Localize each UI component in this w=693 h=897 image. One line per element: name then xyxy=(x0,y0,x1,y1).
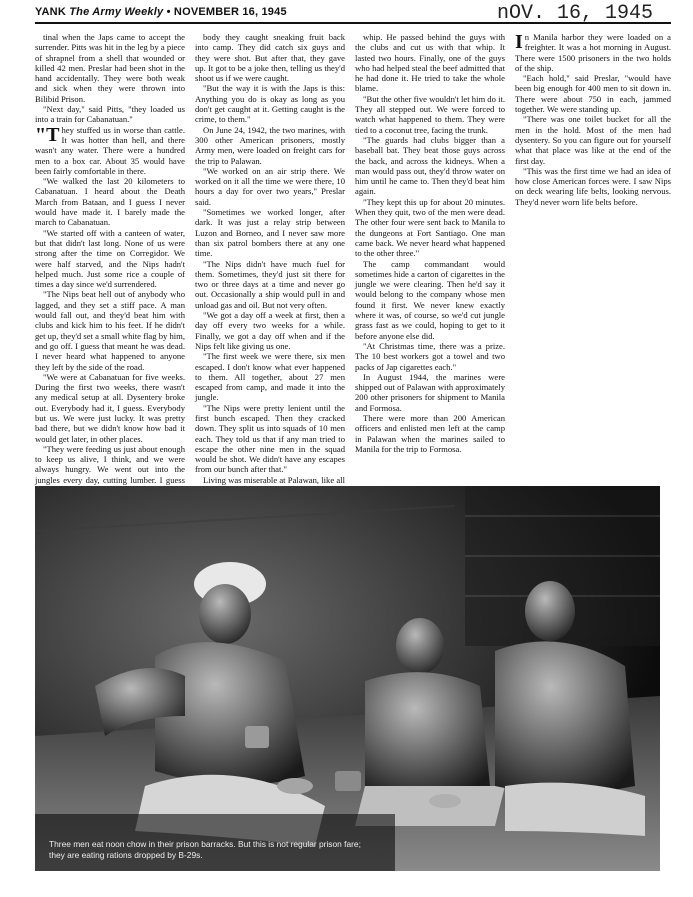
article-paragraph: There were more than 200 American officers and enlisted men left at the camp in Palawan when the marines sailed to Manila for the trip to Formosa. xyxy=(355,412,505,454)
article-paragraph: tinal when the Japs came to accept the surrender. Pitts was hit in the leg by a piece of shrapnel from a shell that wounded or killed 42 men. Preslar had been shot in the hand accidentally. They were both weak and sick when they were thrown into Bilibid Prison. xyxy=(35,32,185,104)
article-paragraph: "We started off with a canteen of water, but that didn't last long. None of us were strong after the time on Corregidor. We were half starved, and the Nips hadn't helped much. Just some rice a couple of times a day since we'd surrendered. xyxy=(35,227,185,290)
article-paragraph: "This was the first time we had an idea of how close American forces were. I saw Nips on deck wearing life belts, looking nervous. They'd never worn life belts before. xyxy=(515,165,671,207)
publication-name: YANK xyxy=(35,6,66,18)
article-column-3 xyxy=(355,32,505,484)
article-paragraph: "The Nips were pretty lenient until the first bunch escaped. Then they cracked down. They split us into squads of 10 men each. They told us that if any man tried to escape the other nine men in the squad would be shot. We didn't have any escapes from our bunch after that." xyxy=(195,402,345,475)
article-paragraph: "But the other five wouldn't let him do it. They all stepped out. We were forced to watch what happened to them. They were tied to a coconut tree, facing the trunk. xyxy=(355,93,505,135)
article-paragraph: body they caught sneaking fruit back into camp. They did catch six guys and they were shot. But after that, they gave up. It got to be a joke then, telling us they'd shoot us if we were caught. xyxy=(195,32,345,84)
article-paragraph: "We were at Cabanatuan for five weeks. During the first two weeks, there wasn't any medical setup at all. Dysentery broke out. Everybody had it, I guess. Everybody but us. We were just lucky. It was pretty bad there, but we didn't know how bad it would get later, in other places. xyxy=(35,371,185,444)
article-column-4 xyxy=(515,32,671,484)
article-paragraph: "We worked on an air strip there. We worked on it all the time we were there, 10 hours a day for over two years," Preslar said. xyxy=(195,165,345,207)
article-paragraph: "At Christmas time, there was a prize. The 10 best workers got a towel and two packs of Jap cigarettes each." xyxy=(355,340,505,372)
article-paragraph: "There was one toilet bucket for all the men in the hold. Most of the men had dysentery. So you can figure out for yourself what that place was like at the end of the first day. xyxy=(515,114,671,166)
article-paragraph: "Next day," said Pitts, "they loaded us into a train for Cabanatuan." xyxy=(35,104,185,125)
article-paragraph: "We walked the last 20 kilometers to Cabanatuan. I heard about the Death March from Bataan, and I guess I never would have made it. I barely made the march to Cabanatuan. xyxy=(35,176,185,228)
article-paragraph: "They kept this up for about 20 minutes. When they quit, two of the men were dead. The other four were sent back to Manila to the dungeons at Fort Santiago. One man came back. We never heard what happened to the other three." xyxy=(355,196,505,259)
article-paragraph: "The Nips didn't have much fuel for them. Sometimes, they'd just sit there for two or three days at a time and never go out. Occasionally a ship would pull in and unload gas and oil. But not very often. xyxy=(195,258,345,310)
article-paragraph: "The guards had clubs bigger than a baseball bat. They beat those guys across the back, and across the kidneys. When a man would pass out, they'd throw water on him until he came to. Then they'd beat him again. xyxy=(355,134,505,197)
article-column-2 xyxy=(195,32,345,484)
photo-illustration xyxy=(35,486,660,871)
issue-date: NOVEMBER 16, 1945 xyxy=(173,6,287,18)
article-paragraph: "The first week we were there, six men escaped. I don't know what ever happened to them. All together, about 27 men escaped from camp, and made it into the jungle. xyxy=(195,351,345,403)
article-photo xyxy=(35,486,660,871)
photo-caption: Three men eat noon chow in their prison barracks. But this is not regular prison fare; they are eating rations dropped by B-29s. xyxy=(49,839,361,860)
article-paragraph: "But the way it is with the Japs is this: Anything you do is okay as long as you don't get caught at it. Getting caught is the crime, to them." xyxy=(195,83,345,125)
article-paragraph: "Sometimes we worked longer, after dark. It was just a relay strip between Luzon and Borneo, and I never saw more than six patrol bombers there at any one time. xyxy=(195,207,345,259)
masthead-separator: • xyxy=(166,6,171,18)
publication-subtitle: The Army Weekly xyxy=(69,6,164,18)
article-paragraph: In Manila harbor they were loaded on a freighter. It was a hot morning in August. There were 1500 prisoners in the two holds of the ship. xyxy=(515,31,671,73)
date-stamp: nOV. 16, 1945 xyxy=(496,2,653,25)
masthead xyxy=(35,4,671,30)
article-paragraph: On June 24, 1942, the two marines, with 300 other American prisoners, mostly Army men, were loaded on freight cars for the trip to Palawan. xyxy=(195,124,345,166)
article-paragraph: "They stuffed us in worse than cattle. It was hotter than hell, and there wasn't any water. There were a hundred men to a box car. About 35 would have been fairly comfortable in there. xyxy=(35,123,185,176)
article-paragraph: In August 1944, the marines were shipped out of Palawan with approximately 200 other prisoners for shipment to Manila and Formosa. xyxy=(355,371,505,413)
article-paragraph: "We got a day off a week at first, then a day off every two weeks for a while. Finally, we got a day off when and if the Nips felt like giving us one. xyxy=(195,310,345,351)
article-paragraph: "The Nips beat hell out of anybody who lagged, and they set a stiff pace. A man would fall out, and they'd beat him with clubs and kick him to his feet. If he didn't get up, they'd set a small white flag by him, and go off. I guess that meant he was dead. I never heard what happened to anyone they left by the side of the road. xyxy=(35,289,185,372)
article-paragraph: "Each hold," said Preslar, "would have been big enough for 400 men to sit down in. There were about 750 in each, jammed together. We were standing up. xyxy=(515,73,671,115)
article-columns xyxy=(35,32,671,484)
article-paragraph: "They were feeding us just about enough to keep us alive, I think, and we were always hungry. We went out into the jungles every day, cutting lumber. I guess xyxy=(35,443,185,485)
masthead-left xyxy=(35,6,287,18)
article-paragraph: whip. He passed behind the guys with the clubs and cut us with that whip. It lasted two hours. Finally, one of the guys who had helped steal the beef admitted that he had done it. He tried to take the whole blame. xyxy=(355,32,505,94)
article-paragraph: Living was miserable at Palawan, like all xyxy=(203,474,345,485)
article-paragraph: The camp commandant would sometimes hide a carton of cigarettes in the jungle we were clearing. Then he'd say it would belong to the company whose men found it first. We never knew exactly where it was, of course, so we'd cut jungle grass fast as we could, hoping to get to it before anyone else did. xyxy=(355,258,505,341)
article-column-1 xyxy=(35,32,185,484)
